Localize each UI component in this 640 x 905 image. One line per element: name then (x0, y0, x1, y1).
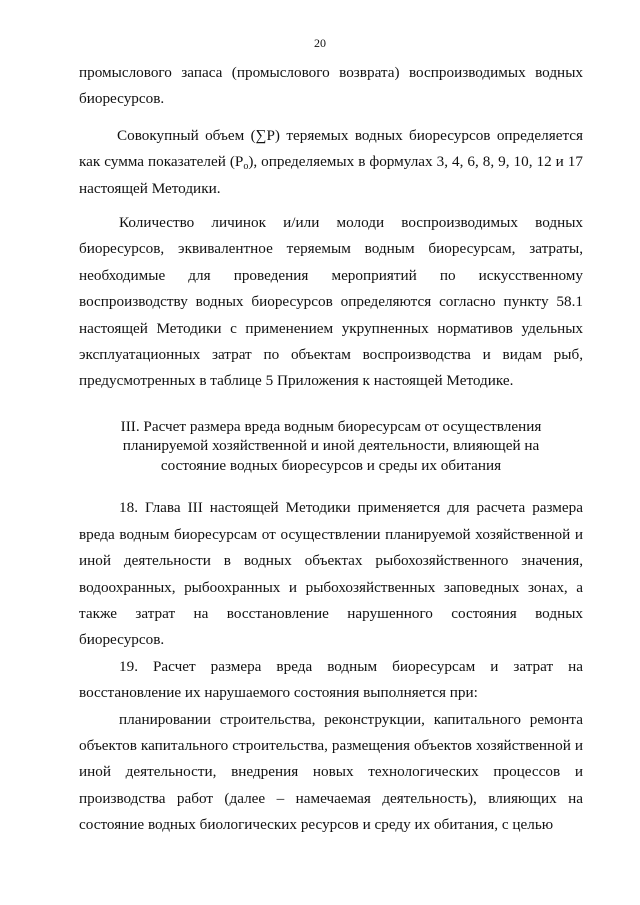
document-body (79, 60, 583, 839)
section-heading (79, 417, 583, 476)
page-number: 20 (314, 36, 326, 50)
section-heading-text: III. Расчет размера вреда водным биоресурсам от осуществления планируемой хозяйственной и иной деятельности, влияющей на состояние водных биоресурсов и среды их обитания (120, 417, 542, 474)
paragraph-larvae-quantity: Количество личинок и/или молоди воспроизводимых водных биоресурсов, эквивалентное теряемым водным биоресурсам, затраты, необходимые для проведения мероприятий по искусственному воспроизводству водных биоресурсов определяются согласно пункту 58.1 настоящей Методики с применением укрупненных нормативов удельных эксплуатационных затрат по объектам воспроизводства и видам рыб, предусмотренных в таблице 5 Приложения к настоящей Методике. (79, 214, 583, 390)
paragraph-continuation: промыслового запаса (промыслового возврата) воспроизводимых водных биоресурсов. (79, 64, 583, 108)
paragraph-total-volume (79, 123, 583, 202)
paragraph-total-volume-part1: Совокупный объем (∑P) теряемых водных биоресурсов определяется как сумма показателей (P (79, 126, 583, 171)
paragraph-planning: планировании строительства, реконструкции, капитального ремонта объектов капитального строительства, размещения объектов хозяйственной и иной деятельности, внедрения новых технологических процессов и производства работ (далее – намечаемая деятельность), влияющих на состояние водных биологических ресурсов и среду их обитания, с целью (79, 710, 583, 834)
paragraph-item-18: 18. Глава III настоящей Методики применяется для расчета размера вреда водным биоресурсам от осуществлении планируемой хозяйственной и иной деятельности в водных объектах рыбохозяйственного значения, водоохранных, рыбоохранных и рыбохозяйственных заповедных зонах, а также затрат на восстановление нарушенного состояния водных биоресурсов. (79, 499, 583, 649)
subscript-o: о (243, 161, 249, 173)
paragraph-total-volume-part2: ), определяемых в формулах 3, 4, 6, 8, 9, 10, 12 и 17 настоящей Методики. (79, 153, 583, 197)
paragraph-item-19: 19. Расчет размера вреда водным биоресурсам и затрат на восстановление их нарушаемого состояния выполняется при: (79, 657, 583, 702)
